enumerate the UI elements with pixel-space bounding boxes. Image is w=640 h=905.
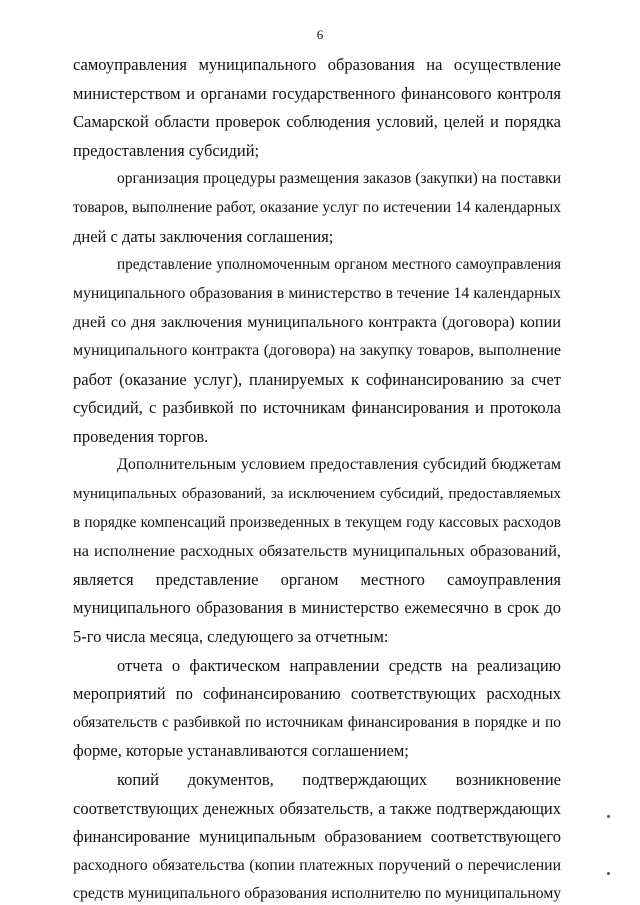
text-line: мероприятий по софинансированию соответствующих расходных <box>73 684 561 704</box>
text-line: 5-го числа месяца, следующего за отчетным: <box>73 627 389 646</box>
text-line: муниципальных образований, за исключением субсидий, предоставляемых <box>73 486 561 502</box>
text-line: соответствующих денежных обязательств, а также подтверждающих <box>73 798 561 818</box>
text-line: самоуправления муниципального образования на осуществление <box>73 55 561 74</box>
text-line: Дополнительным условием предоставления субсидий бюджетам <box>117 456 561 474</box>
text-line: обязательств с разбивкой по источникам финансирования в порядке и по <box>73 713 561 731</box>
text-line: муниципального образования в министерство в течение 14 календарных <box>73 284 561 302</box>
text-line: организация процедуры размещения заказов (закупки) на поставки <box>117 170 561 188</box>
text-line: работ (оказание услуг), планируемых к софинансированию за счет <box>73 369 561 389</box>
text-line: Самарской области проверок соблюдения условий, целей и порядка <box>73 112 561 132</box>
text-line: средств муниципального образования исполнителю по муниципальному <box>73 885 562 903</box>
text-line: в порядке компенсаций произведенных в текущем году кассовых расходов <box>73 513 561 531</box>
text-line: форме, которые устанавливаются соглашением; <box>73 741 409 761</box>
text-line: копий документов, подтверждающих возникновение <box>117 770 561 789</box>
text-line: является представление органом местного самоуправления <box>73 569 561 589</box>
text-line: муниципального контракта (договора) на закупку товаров, выполнение <box>73 342 561 359</box>
text-line: субсидий, с разбивкой по источникам финансирования и протокола <box>73 398 561 418</box>
text-line: отчета о фактическом направлении средств на реализацию <box>117 655 561 675</box>
page-number: 6 <box>316 27 324 42</box>
text-line: проведения торгов. <box>73 426 209 446</box>
text-line: расходного обязательства (копии платежных поручений о перечислении <box>73 856 561 874</box>
text-line: министерством и органами государственного финансового контроля <box>73 83 561 103</box>
text-line: товаров, выполнение работ, оказание услуг по истечении 14 календарных <box>73 199 561 216</box>
text-line: на исполнение расходных обязательств муниципальных образований, <box>73 542 561 561</box>
text-line: финансирование муниципальным образованием соответствующего <box>73 827 561 847</box>
scan-mark <box>607 872 610 875</box>
text-line: муниципального образования в министерство ежемесячно в срок до <box>73 598 561 618</box>
text-line: представление уполномоченным органом местного самоуправления <box>117 256 561 274</box>
scan-mark <box>607 815 610 818</box>
text-line: дней с даты заключения соглашения; <box>73 226 334 246</box>
text-line: предоставления субсидий; <box>73 140 260 160</box>
text-line: дней со дня заключения муниципального контракта (договора) копии <box>73 313 561 332</box>
